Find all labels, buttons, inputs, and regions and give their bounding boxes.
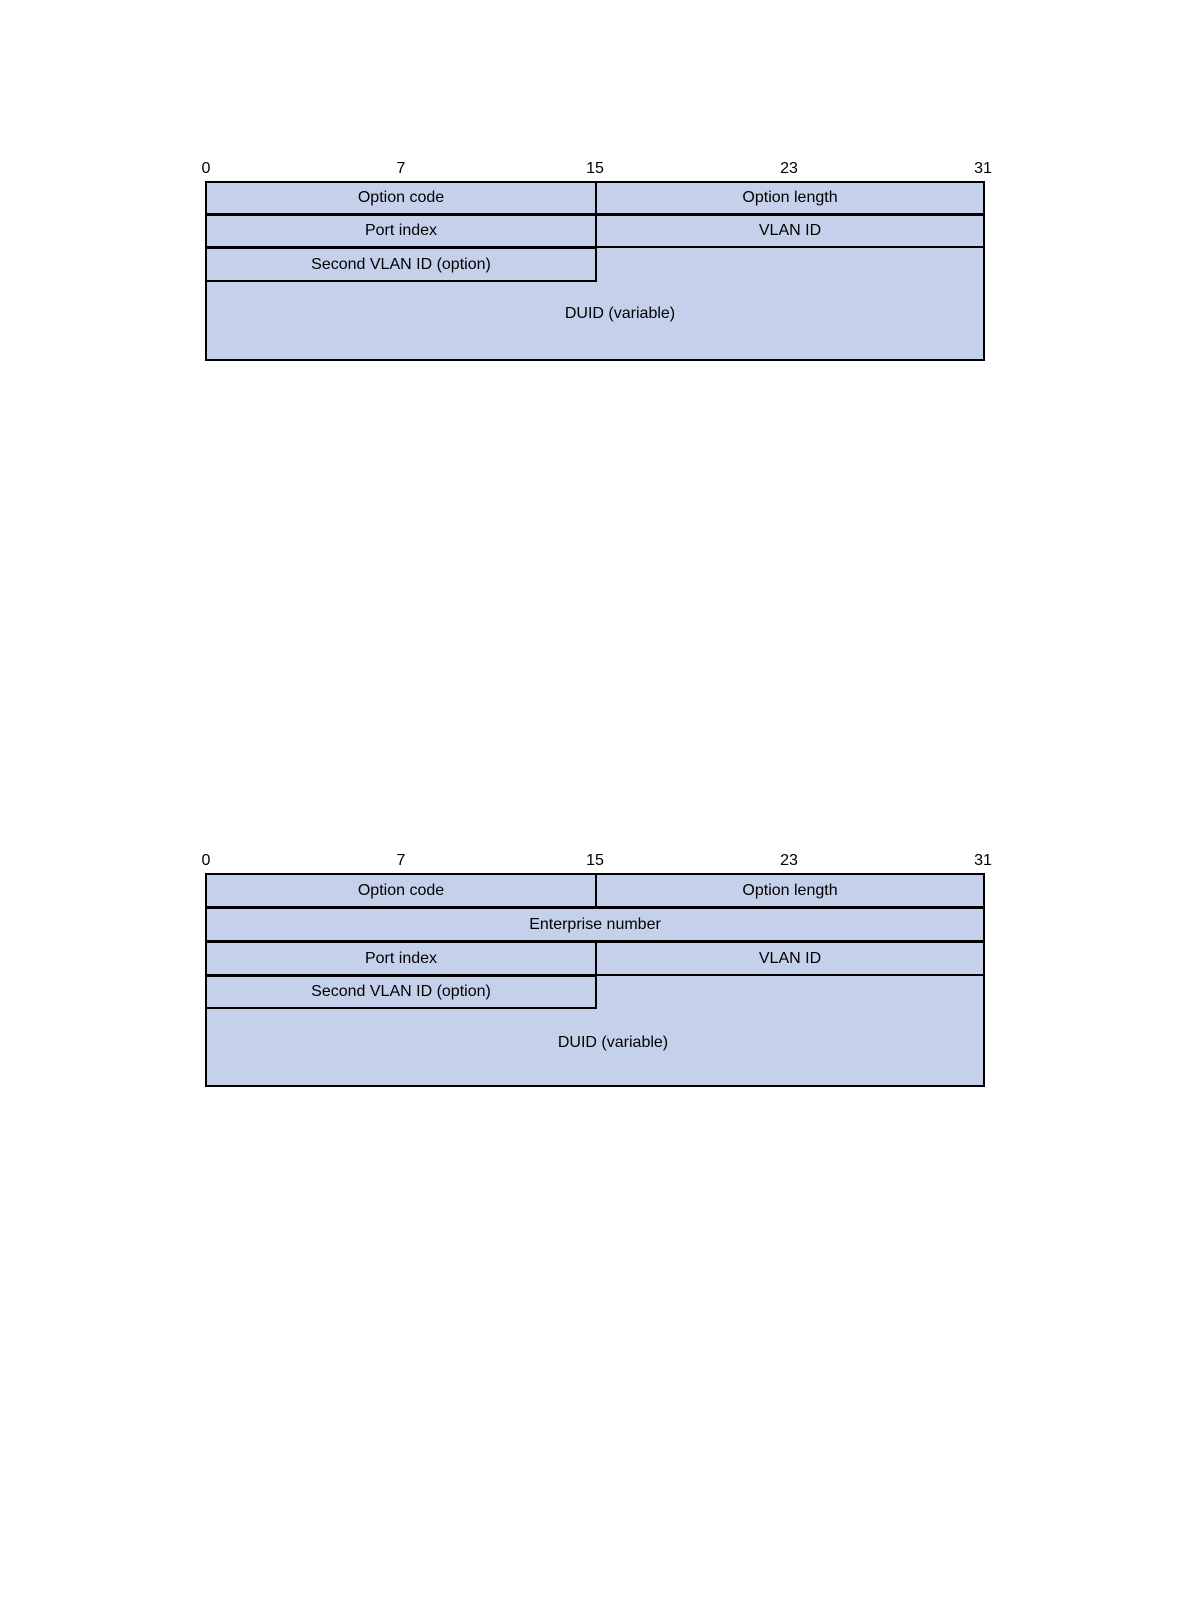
option-format-diagram-1 <box>0 0 1190 400</box>
vlan-id-field <box>595 941 985 976</box>
option-code-label: Option code <box>357 189 445 206</box>
duid-field: DUID (variable) <box>564 305 676 322</box>
vlan-id-label: VLAN ID <box>758 222 822 239</box>
bit-label-7: 7 <box>396 160 406 177</box>
second-vlan-id-field <box>205 975 597 1009</box>
vlan-id-field <box>595 214 985 248</box>
port-index-label: Port index <box>364 949 438 967</box>
bit-label-15: 15 <box>586 852 604 869</box>
option-length-field <box>595 181 985 215</box>
duid-field: DUID (variable) <box>557 1034 669 1051</box>
option-length-field <box>595 873 985 908</box>
bit-label-31: 31 <box>974 160 992 177</box>
port-index-field <box>205 214 597 248</box>
option-format-diagram-2 <box>0 700 1190 1120</box>
vlan-id-label: VLAN ID <box>758 949 822 967</box>
second-vlan-id-label: Second VLAN ID (option) <box>311 983 491 1000</box>
option-code-field <box>205 181 597 215</box>
port-index-field <box>205 941 597 976</box>
second-vlan-id-label: Second VLAN ID (option) <box>311 255 491 273</box>
bit-label-0: 0 <box>201 852 211 869</box>
enterprise-number-field <box>205 907 985 942</box>
port-index-label: Port index <box>364 222 438 239</box>
bit-label-15: 15 <box>586 160 604 177</box>
enterprise-number-label: Enterprise number <box>529 915 661 933</box>
option-length-label: Option length <box>742 189 838 206</box>
bit-label-0: 0 <box>201 160 211 177</box>
bit-label-23: 23 <box>780 852 798 869</box>
option-length-label: Option length <box>742 881 838 899</box>
option-code-label: Option code <box>357 881 445 899</box>
option-code-field <box>205 873 597 908</box>
bit-label-31: 31 <box>974 852 992 869</box>
bit-label-7: 7 <box>396 852 406 869</box>
second-vlan-id-field <box>205 247 597 282</box>
bit-label-23: 23 <box>780 160 798 177</box>
